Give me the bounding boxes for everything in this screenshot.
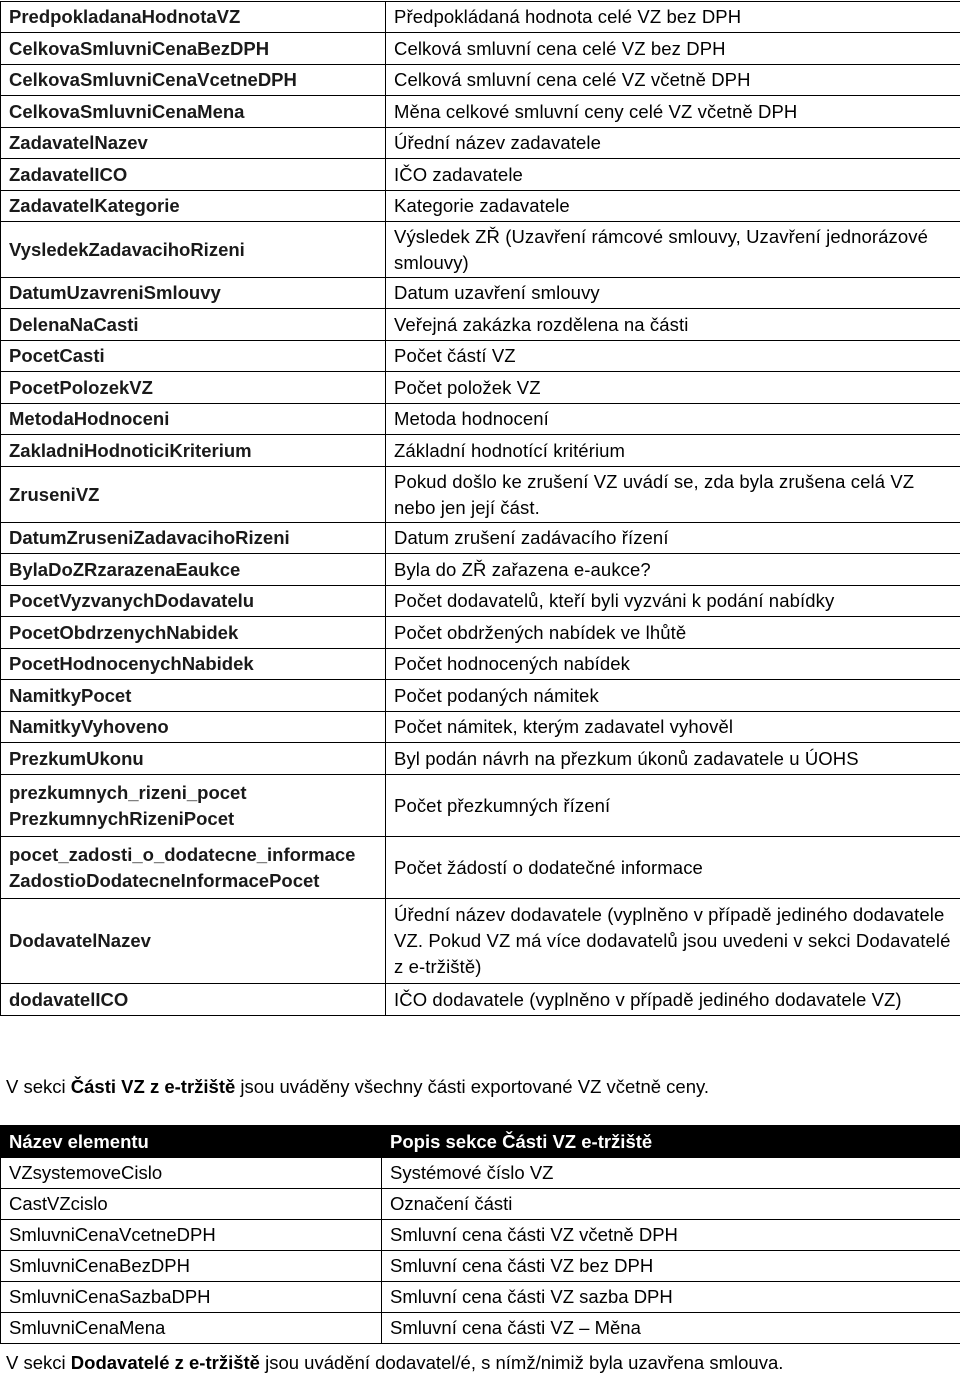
table-header-row <box>1 1126 960 1158</box>
element-description-cell: Předpokládaná hodnota celé VZ bez DPH <box>386 2 960 33</box>
table-row <box>1 128 960 159</box>
paragraph-text: jsou uvádění dodavatel/é, s nímž/nimiž byla uzavřena smlouva. <box>259 1352 784 1373</box>
table-row <box>1 1158 960 1189</box>
table-row <box>1 2 960 33</box>
table-row <box>1 222 960 278</box>
table-row <box>1 1189 960 1220</box>
element-name-cell: PocetHodnocenychNabidek <box>1 649 386 680</box>
paragraph-bold: Dodavatelé z e-tržiště <box>70 1352 260 1373</box>
element-description-cell: Byla do ZŘ zařazena e-aukce? <box>386 554 960 586</box>
table-row <box>1 649 960 680</box>
element-name-cell: PocetObdrzenychNabidek <box>1 617 386 649</box>
section-parts-paragraph <box>6 1075 709 1099</box>
parts-table <box>0 1125 960 1344</box>
element-name-cell: MetodaHodnoceni <box>1 404 386 435</box>
element-description-cell: Metoda hodnocení <box>386 404 960 435</box>
element-description-cell: Smluvní cena části VZ sazba DPH <box>382 1282 960 1313</box>
element-description-cell: Celková smluvní cena celé VZ včetně DPH <box>386 65 960 96</box>
element-description-cell: Úřední název zadavatele <box>386 128 960 159</box>
elements-table <box>0 1 960 1016</box>
element-name-cell: SmluvniCenaMena <box>1 1313 382 1344</box>
table-row <box>1 341 960 372</box>
element-name-cell: VysledekZadavacihoRizeni <box>1 222 386 278</box>
element-description-cell: Výsledek ZŘ (Uzavření rámcové smlouvy, Uzavření jednorázové smlouvy) <box>386 222 960 278</box>
element-name-cell: SmluvniCenaBezDPH <box>1 1251 382 1282</box>
element-name-cell: DatumZruseniZadavacihoRizeni <box>1 523 386 554</box>
element-name-cell: CelkovaSmluvniCenaVcetneDPH <box>1 65 386 96</box>
element-description-cell: Celková smluvní cena celé VZ bez DPH <box>386 33 960 65</box>
table-row <box>1 743 960 775</box>
element-description-cell: Počet položek VZ <box>386 372 960 404</box>
element-description-cell: IČO zadavatele <box>386 159 960 191</box>
element-name-cell: PocetVyzvanychDodavatelu <box>1 586 386 617</box>
section-suppliers-paragraph <box>6 1351 783 1375</box>
element-description-cell: Počet žádostí o dodatečné informace <box>386 837 960 899</box>
element-name-cell: VZsystemoveCislo <box>1 1158 382 1189</box>
element-name-cell: pocet_zadosti_o_dodatecne_informace ZadostioDodatecneInformacePocet <box>1 837 386 899</box>
table-row <box>1 33 960 65</box>
header-cell-element-name: Název elementu <box>1 1126 382 1158</box>
header-cell-description: Popis sekce Části VZ e-tržiště <box>382 1126 960 1158</box>
element-description-cell: Kategorie zadavatele <box>386 191 960 222</box>
table-row <box>1 1282 960 1313</box>
table-row <box>1 404 960 435</box>
element-description-cell: Počet dodavatelů, kteří byli vyzváni k podání nabídky <box>386 586 960 617</box>
element-description-cell: Systémové číslo VZ <box>382 1158 960 1189</box>
element-description-cell: Datum zrušení zadávacího řízení <box>386 523 960 554</box>
table-row <box>1 775 960 837</box>
element-name-cell: DelenaNaCasti <box>1 309 386 341</box>
table-row <box>1 680 960 712</box>
paragraph-text: V sekci <box>6 1076 71 1097</box>
table-row <box>1 278 960 309</box>
table-row <box>1 586 960 617</box>
element-name-cell: NamitkyPocet <box>1 680 386 712</box>
element-name-cell: BylaDoZRzarazenaEaukce <box>1 554 386 586</box>
element-description-cell: Smluvní cena části VZ bez DPH <box>382 1251 960 1282</box>
element-name-cell: CastVZcislo <box>1 1189 382 1220</box>
table-row <box>1 309 960 341</box>
table-row <box>1 523 960 554</box>
element-description-cell: Počet hodnocených nabídek <box>386 649 960 680</box>
table-row <box>1 467 960 523</box>
element-description-cell: Počet obdržených nabídek ve lhůtě <box>386 617 960 649</box>
element-description-cell: Veřejná zakázka rozdělena na části <box>386 309 960 341</box>
element-description-cell: Datum uzavření smlouvy <box>386 278 960 309</box>
table-row <box>1 899 960 984</box>
table-row <box>1 984 960 1016</box>
element-name-cell: ZakladniHodnoticiKriterium <box>1 435 386 467</box>
element-name-cell: PocetCasti <box>1 341 386 372</box>
table-row <box>1 191 960 222</box>
element-name-cell: PrezkumUkonu <box>1 743 386 775</box>
table-row <box>1 65 960 96</box>
element-description-cell: Počet částí VZ <box>386 341 960 372</box>
paragraph-bold: Části VZ z e-tržiště <box>70 1076 236 1097</box>
element-description-cell: Počet přezkumných řízení <box>386 775 960 837</box>
table-row <box>1 435 960 467</box>
element-description-cell: Základní hodnotící kritérium <box>386 435 960 467</box>
element-name-cell: DodavatelNazev <box>1 899 386 984</box>
element-description-cell: Byl podán návrh na přezkum úkonů zadavatele u ÚOHS <box>386 743 960 775</box>
element-description-cell: IČO dodavatele (vyplněno v případě jediného dodavatele VZ) <box>386 984 960 1016</box>
element-name-cell: ZruseniVZ <box>1 467 386 523</box>
table-row <box>1 1313 960 1344</box>
element-description-cell: Smluvní cena části VZ – Měna <box>382 1313 960 1344</box>
element-description-cell: Měna celkové smluvní ceny celé VZ včetně DPH <box>386 96 960 128</box>
element-name-cell: dodavatelICO <box>1 984 386 1016</box>
element-name-cell: CelkovaSmluvniCenaBezDPH <box>1 33 386 65</box>
table-row <box>1 96 960 128</box>
element-description-cell: Počet námitek, kterým zadavatel vyhověl <box>386 712 960 743</box>
element-name-cell: CelkovaSmluvniCenaMena <box>1 96 386 128</box>
element-name-cell: SmluvniCenaVcetneDPH <box>1 1220 382 1251</box>
table-row <box>1 159 960 191</box>
element-description-cell: Počet podaných námitek <box>386 680 960 712</box>
table-row <box>1 837 960 899</box>
element-name-cell: ZadavatelKategorie <box>1 191 386 222</box>
element-name-cell: prezkumnych_rizeni_pocet PrezkumnychRizeniPocet <box>1 775 386 837</box>
element-description-cell: Označení části <box>382 1189 960 1220</box>
element-name-cell: PocetPolozekVZ <box>1 372 386 404</box>
element-description-cell: Úřední název dodavatele (vyplněno v případě jediného dodavatele VZ. Pokud VZ má více dodavatelů jsou uvedeni v sekci Dodavatelé z e-tržiště) <box>386 899 960 984</box>
element-name-cell: PredpokladanaHodnotaVZ <box>1 2 386 33</box>
table-row <box>1 372 960 404</box>
element-name-cell: DatumUzavreniSmlouvy <box>1 278 386 309</box>
paragraph-text: V sekci <box>6 1352 71 1373</box>
paragraph-text: jsou uváděny všechny části exportované VZ včetně ceny. <box>235 1076 710 1097</box>
element-description-cell: Pokud došlo ke zrušení VZ uvádí se, zda byla zrušena celá VZ nebo jen její část. <box>386 467 960 523</box>
table-row <box>1 1220 960 1251</box>
table-row <box>1 554 960 586</box>
table-row <box>1 617 960 649</box>
table-row <box>1 712 960 743</box>
element-description-cell: Smluvní cena části VZ včetně DPH <box>382 1220 960 1251</box>
table-row <box>1 1251 960 1282</box>
element-name-cell: ZadavatelNazev <box>1 128 386 159</box>
element-name-cell: SmluvniCenaSazbaDPH <box>1 1282 382 1313</box>
element-name-cell: NamitkyVyhoveno <box>1 712 386 743</box>
element-name-cell: ZadavatelICO <box>1 159 386 191</box>
